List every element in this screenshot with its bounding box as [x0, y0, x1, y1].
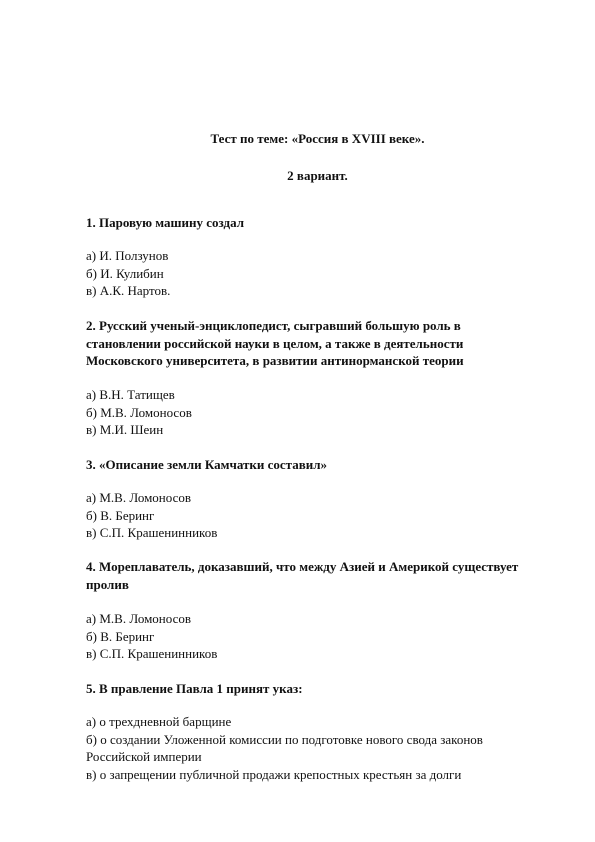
question-5-options	[86, 713, 521, 783]
question-2-options	[86, 386, 526, 439]
option-c: в) М.И. Шеин	[86, 422, 164, 437]
question-3: 3. «Описание земли Камчатки составил»	[86, 457, 328, 472]
option-a: а) М.В. Ломоносов	[86, 490, 191, 505]
option-a: а) И. Ползунов	[86, 248, 169, 263]
question-4-options	[86, 610, 526, 663]
option-c: в) С.П. Крашенинников	[86, 525, 218, 540]
question-3-options	[86, 489, 526, 542]
question-2: 2. Русский ученый-энциклопедист, сыгравший большую роль в становлении российской науки в целом, а также в деятельности Московского университета, в развитии антинорманской теории	[86, 318, 464, 368]
option-b: б) И. Кулибин	[86, 265, 164, 281]
question-5: 5. В правление Павла 1 принят указ:	[86, 681, 303, 696]
option-c: в) о запрещении публичной продажи крепостных крестьян за долги	[86, 766, 462, 782]
option-a: а) о трехдневной барщине	[86, 714, 232, 729]
option-b: б) В. Беринг	[86, 507, 155, 523]
variant-label: 2 вариант.	[287, 168, 348, 183]
option-b: б) В. Беринг	[86, 628, 155, 644]
option-b: б) М.В. Ломоносов	[86, 404, 192, 420]
test-title: Тест по теме: «Россия в XVIII веке».	[210, 131, 425, 146]
question-1: 1. Паровую машину создал	[86, 215, 244, 230]
question-1-options	[86, 247, 526, 300]
option-c: в) А.К. Нартов.	[86, 283, 171, 298]
question-4: 4. Мореплаватель, доказавший, что между Азией и Америкой существует пролив	[86, 559, 519, 592]
option-c: в) С.П. Крашенинников	[86, 646, 218, 661]
option-a: а) М.В. Ломоносов	[86, 611, 191, 626]
option-b: б) о создании Уложенной комиссии по подготовке нового свода законов Российской империи	[86, 731, 483, 764]
option-a: а) В.Н. Татищев	[86, 387, 175, 402]
